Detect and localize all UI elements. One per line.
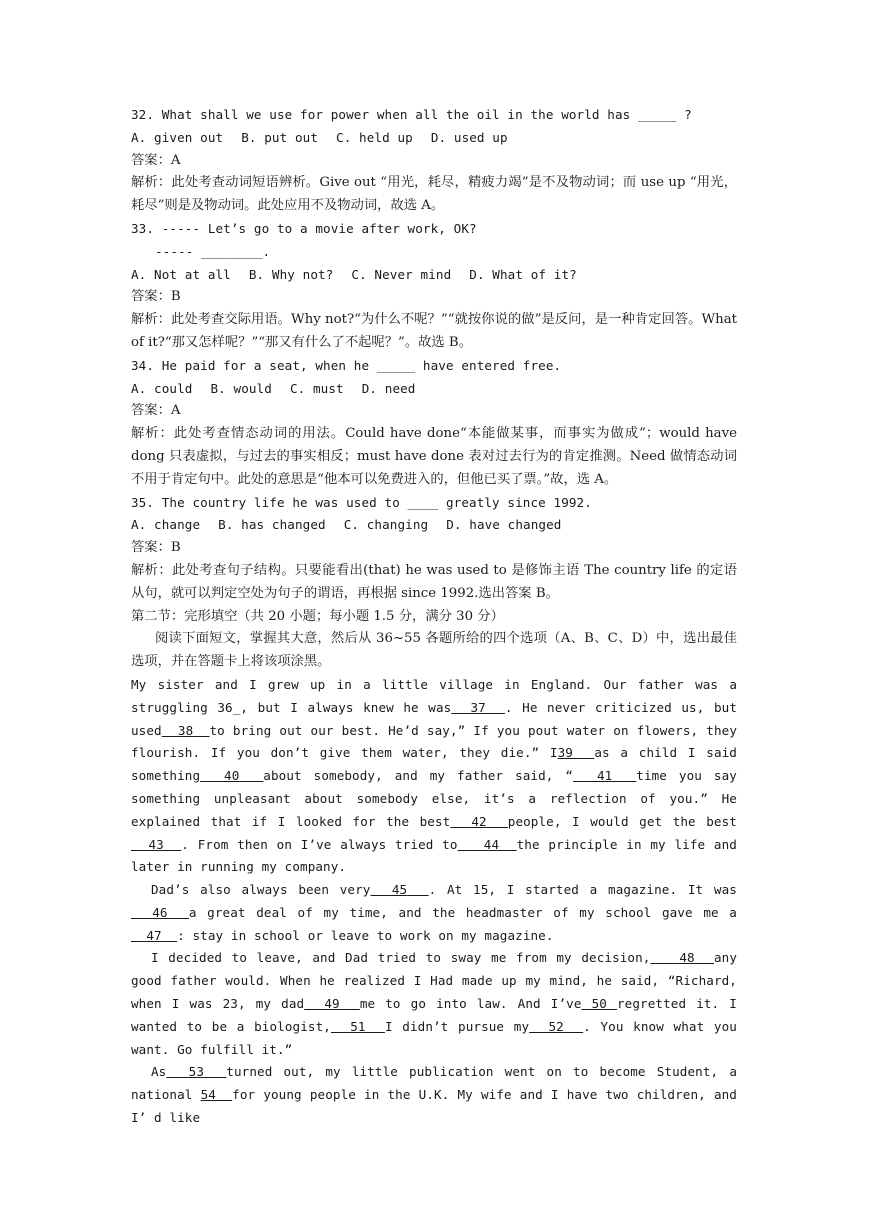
passage-text: . You know what you want. Go fulfill it.”: [131, 1018, 737, 1057]
passage-text: As: [151, 1064, 167, 1080]
blank-number: 37: [470, 699, 486, 715]
blank-number: 39: [557, 745, 573, 761]
option-c: C. must: [289, 380, 344, 396]
passage-text: . He never criticized us, but used: [131, 699, 737, 738]
question-32-stem: 32. What shall we use for power when all the oil in the world has _____ ?: [131, 107, 692, 122]
section-heading: 第二节：完形填空（共 20 小题；每小题 1.5 分，满分 30 分）: [131, 608, 504, 624]
blank-46: [131, 905, 189, 920]
passage-text: to bring out our best. He’d say,” If you pout water on flowers, they flourish. If you don’t give them water, they die.” I: [131, 722, 737, 761]
question-35-stem: 35. The country life he was used to ____ greatly since 1992.: [131, 494, 592, 510]
option-d: D. used up: [430, 129, 508, 145]
blank-53: [166, 1064, 226, 1079]
passage-text: as a child I said something: [131, 745, 737, 784]
question-34-analysis: 解析：此处考查情态动词的用法。Could have done“本能做某事，而事实为做成”；would have dong 只表虚拟，与过去的事实相反；must have done 表对过去行为的肯定推测。Need 做情态动词不用于肯定句中。此处的意思是“他本可以免费进入的，但他已买了票。”故，选 A。: [131, 426, 737, 487]
question-32-answer: 答案：A: [131, 152, 181, 168]
question-33-answer: 答案：B: [131, 289, 181, 305]
blank-number: 44: [483, 836, 500, 852]
blank-number: 45: [391, 882, 408, 898]
blank-37: [451, 700, 505, 715]
passage-text: . At 15, I started a magazine. It was: [428, 882, 737, 898]
option-b: B. Why not?: [248, 266, 334, 282]
question-34-stem: 34. He paid for a seat, when he _____ have entered free.: [131, 357, 562, 373]
passage-text: : stay in school or leave to work on my magazine.: [177, 927, 554, 943]
option-a: A. could: [131, 380, 193, 396]
option-b: B. has changed: [218, 517, 326, 533]
blank-number: 46: [152, 904, 168, 920]
blank-39: [558, 745, 595, 760]
section-instruction: 阅读下面短文，掌握其大意，然后从 36~55 各题所给的四个选项（A、B、C、D）中，选出最佳选项，并在答题卡上将该项涂黑。: [131, 631, 737, 670]
passage-text: me to go into law. And I’ve: [359, 996, 582, 1012]
question-33-stem: 33. ----- Let’s go to a movie after work, OK?: [131, 220, 477, 236]
option-a: A. given out: [131, 129, 224, 145]
blank-50: [582, 996, 618, 1011]
blank-48: [650, 950, 713, 965]
question-33-options: [131, 264, 737, 287]
option-c: C. Never mind: [351, 266, 452, 282]
option-b: B. put out: [241, 129, 319, 145]
passage-text: any good father would. When he realized I Had made up my mind, he said, “Richard, when I was 23, my dad: [131, 950, 737, 1012]
question-32-analysis: 解析：此处考查动词短语辨析。Give out “用光，耗尽，精疲力竭”是不及物动词；而 use up “用光，耗尽”则是及物动词。此处应用不及物动词，故选 A。: [131, 175, 737, 214]
option-c: C. held up: [336, 129, 413, 145]
question-32-options: [131, 127, 737, 150]
blank-number: 51: [350, 1018, 366, 1034]
blank-38: [162, 723, 210, 738]
blank-49: [304, 996, 360, 1011]
question-33-reply: ----- ________.: [155, 243, 271, 259]
blank-number: 53: [188, 1064, 205, 1080]
blank-52: [529, 1019, 583, 1034]
passage-text: a great deal of my time, and the headmaster of my school gave me a: [188, 904, 737, 920]
option-a: A. change: [131, 517, 201, 533]
passage-paragraph-3: [131, 947, 737, 1061]
blank-number: 47: [146, 927, 162, 943]
passage-text: My sister and I grew up in a little village in England. Our father was a struggling: [131, 676, 737, 715]
question-33-analysis: 解析：此处考查交际用语。Why not?“为什么不呢？”“就按你说的做”是反问，是一种肯定回答。What of it?“那又怎样呢？”“那又有什么了不起呢？”。故选 B。: [131, 312, 737, 350]
blank-42: [450, 814, 507, 829]
passage-paragraph-4: [131, 1061, 737, 1129]
blank-44: [458, 837, 517, 852]
option-a: A. Not at all: [131, 266, 231, 282]
blank-number: 50: [591, 996, 607, 1012]
question-34-options: [131, 378, 737, 401]
blank-number: 42: [471, 813, 487, 829]
option-c: C. changing: [343, 517, 429, 533]
passage-text: people, I would get the best: [507, 813, 737, 829]
blank-45: [370, 882, 428, 897]
blank-40: [200, 768, 263, 783]
passage-text: for young people in the U.K. My wife and I have two children, and I’ d like: [131, 1087, 737, 1126]
question-35-answer: 答案：B: [131, 540, 181, 556]
passage-paragraph-2: [131, 879, 737, 947]
passage-text: about somebody, and my father said, “: [263, 768, 574, 784]
passage-text: I didn’t pursue my: [384, 1018, 530, 1034]
blank-41: [573, 768, 636, 783]
passage-text: 36_, but I always knew he was: [217, 699, 452, 715]
option-d: D. What of it?: [469, 266, 577, 282]
blank-number: 40: [224, 768, 240, 784]
blank-number: 38: [177, 722, 194, 738]
passage-text: time you say something unpleasant about somebody else, it’s a reflection of you.” He explained that if I looked for the best: [131, 768, 737, 829]
passage-text: the principle in my life and later in running my company.: [131, 836, 737, 875]
question-35-options: [131, 514, 737, 537]
passage-text: . From then on I’ve always tried to: [181, 836, 458, 852]
question-35-analysis: 解析：此处考查句子结构。只要能看出(that) he was used to 是修饰主语 The country life 的定语从句，就可以判定空处为句子的谓语，再根据 since 1992.选出答案 B。: [131, 562, 737, 601]
blank-number: 49: [324, 996, 340, 1012]
blank-47: [131, 928, 177, 943]
question-34-answer: 答案：A: [131, 403, 181, 419]
blank-number: 54: [200, 1087, 216, 1103]
blank-51: [331, 1019, 385, 1034]
blank-number: 43: [148, 836, 164, 852]
document-page: [131, 104, 737, 1130]
blank-number: 41: [597, 768, 613, 784]
blank-43: [131, 837, 181, 852]
passage-paragraph-1: [131, 674, 737, 879]
option-d: D. have changed: [446, 517, 562, 533]
passage-text: regretted it. I wanted to be a biologist,: [131, 996, 737, 1034]
passage-text: turned out, my little publication went on to become Student, a national: [131, 1064, 738, 1103]
passage-text: Dad’s also always been very: [151, 882, 371, 898]
blank-number: 52: [548, 1018, 564, 1034]
blank-number: 48: [679, 950, 695, 966]
blank-54: [201, 1087, 233, 1102]
option-d: D. need: [361, 380, 416, 396]
option-b: B. would: [210, 380, 272, 396]
passage-text: I decided to leave, and Dad tried to sway me from my decision,: [151, 950, 651, 966]
